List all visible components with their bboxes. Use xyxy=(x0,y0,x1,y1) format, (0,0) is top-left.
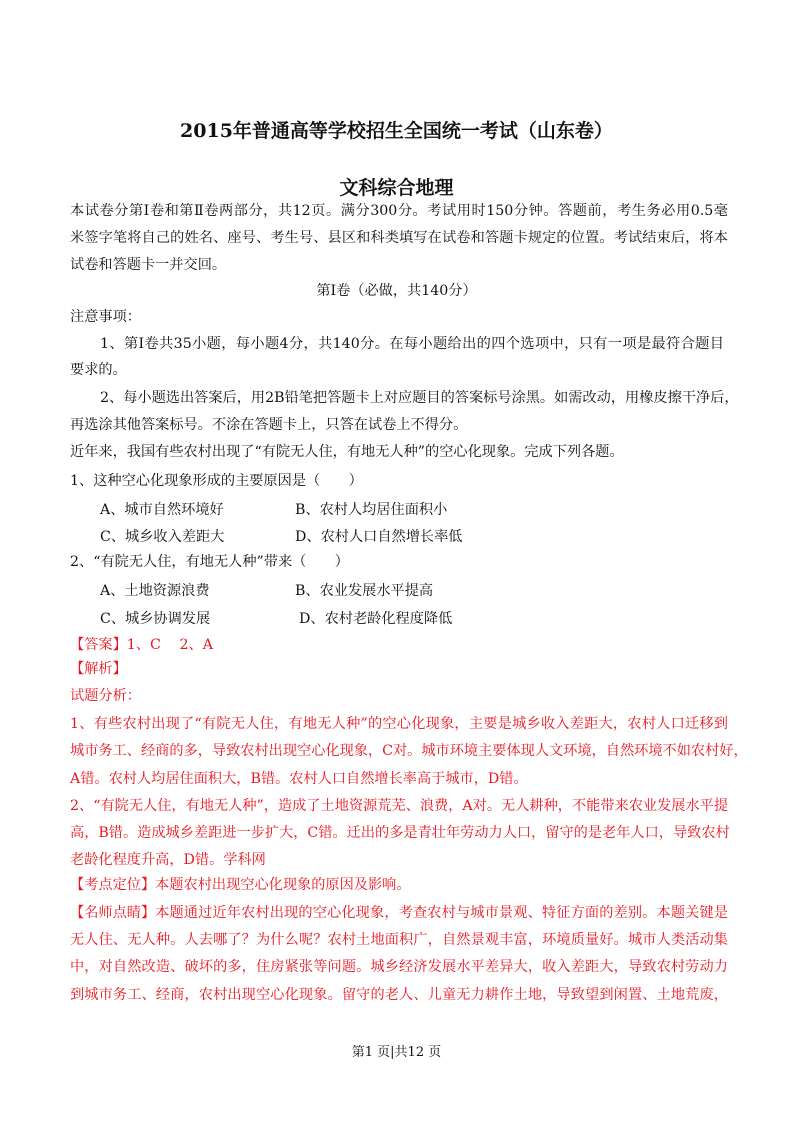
answer-label: 【答案】 xyxy=(70,637,127,653)
analysis-line: A错。农村人均居住面积大，B错。农村人口自然增长率高于城市，D错。 xyxy=(70,771,528,787)
analysis-subheading: 试题分析： xyxy=(70,688,141,704)
intro-line: 本试卷分第Ⅰ卷和第Ⅱ卷两部分，共12页。满分300分。考试用时150分钟。答题前，考生务必用0.5毫 xyxy=(70,203,728,219)
mingshi-line: 中，对自然改造、破坏的多，住房紧张等问题。城乡经济发展水平差异大，收入差距大，导致农村劳动力 xyxy=(70,959,728,975)
mingshi-line: 无人住、无人种。人去哪了？为什么呢？农村土地面积广，自然景观丰富，环境质量好。城市人类活动集 xyxy=(70,932,728,948)
analysis-line: 2、“有院无人住，有地无人种”，造成了土地资源荒芜、浪费，A对。无人耕种，不能带来农业发展水平提 xyxy=(70,798,729,814)
analysis-line: 老龄化程度升高，D错。学科网 xyxy=(70,852,266,868)
exam-subtitle: 文科综合地理 xyxy=(339,177,454,199)
exam-title: 2015年普通高等学校招生全国统一考试（山东卷） xyxy=(180,120,613,142)
page-footer: 第1 页|共12 页 xyxy=(351,1045,442,1060)
mingshi-line: 到城市务工、经商，农村出现空心化现象。留守的老人、儿童无力耕作土地，导致望到闲置、土地荒废， xyxy=(70,987,728,1003)
intro-line: 米签字笔将自己的姓名、座号、考生号、县区和科类填写在试卷和答题卡规定的位置。考试结束后，将本 xyxy=(70,230,728,246)
q1-option-c: C、城乡收入差距大 xyxy=(100,529,225,545)
notice-line: 要求的。 xyxy=(70,362,127,378)
mingshi-label: 【名师点睛】 xyxy=(70,905,156,921)
intro-line: 试卷和答题卡一并交回。 xyxy=(70,257,227,273)
q1-option-d: D、农村人口自然增长率低 xyxy=(295,529,463,545)
answer-value: 1、C 2、A xyxy=(126,637,213,653)
question-stem: 近年来，我国有些农村出现了“有院无人住，有地无人种”的空心化现象。完成下列各题。 xyxy=(70,444,624,460)
analysis-line: 1、有些农村出现了“有院无人住，有地无人种”的空心化现象，主要是城乡收入差距大，农村人口迁移到 xyxy=(70,716,728,732)
kaodian-line xyxy=(70,876,728,894)
q2-option-b: B、农业发展水平提高 xyxy=(295,583,434,599)
question-1: 1、这种空心化现象形成的主要原因是（ ） xyxy=(70,473,363,489)
analysis-label: 【解析】 xyxy=(70,661,127,677)
notice-label: 注意事项： xyxy=(70,309,141,325)
q1-option-b: B、农村人均居住面积小 xyxy=(295,502,448,518)
mingshi-text: 本题通过近年农村出现的空心化现象，考查农村与城市景观、特征方面的差别。本题关键是 xyxy=(155,905,728,921)
kaodian-label: 【考点定位】 xyxy=(70,877,156,893)
q2-option-c: C、城乡协调发展 xyxy=(100,611,211,627)
analysis-line: 城市务工、经商的多，导致农村出现空心化现象，C对。城市环境主要体现人文环境，自然环境不如农村好， xyxy=(70,743,748,759)
analysis-line: 高，B错。造成城乡差距进一步扩大，C错。迁出的多是青壮年劳动力人口，留守的是老年人口，导致农村 xyxy=(70,825,730,841)
kaodian-text: 本题农村出现空心化现象的原因及影响。 xyxy=(155,877,411,893)
notice-line: 1、第Ⅰ卷共35小题，每小题4分，共140分。在每小题给出的四个选项中，只有一项是最符合题目 xyxy=(100,336,724,352)
question-2: 2、“有院无人住，有地无人种”带来（ ） xyxy=(70,554,349,570)
mingshi-line xyxy=(70,904,728,922)
answer-line xyxy=(70,636,728,654)
section-heading: 第Ⅰ卷（必做，共140分） xyxy=(316,283,477,299)
q2-option-d: D、农村老龄化程度降低 xyxy=(299,611,453,627)
notice-line: 2、每小题选出答案后，用2B铅笔把答题卡上对应题目的答案标号涂黑。如需改动，用橡皮擦干净后， xyxy=(100,390,739,406)
notice-line: 再选涂其他答案标号。不涂在答题卡上，只答在试卷上不得分。 xyxy=(70,417,468,433)
q2-option-a: A、土地资源浪费 xyxy=(100,583,210,599)
q1-option-a: A、城市自然环境好 xyxy=(100,502,224,518)
